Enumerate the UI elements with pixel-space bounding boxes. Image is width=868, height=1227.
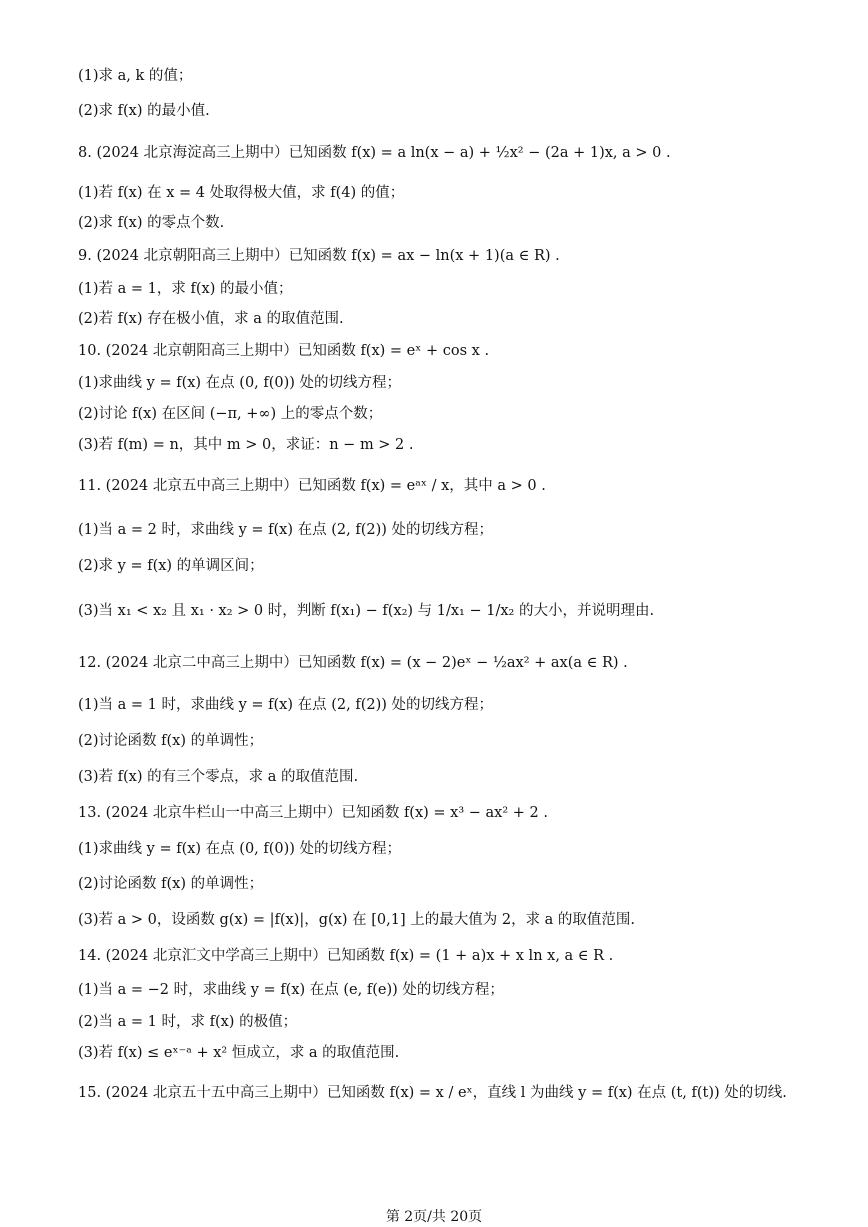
text-line: (1)求曲线 y = f(x) 在点 (0, f(0)) 处的切线方程； [78,841,402,857]
text-line: (2)当 a = 1 时，求 f(x) 的极值； [78,1014,298,1030]
page-footer: 第 2页/共 20页 [385,1209,483,1225]
text-line: (3)若 f(m) = n，其中 m > 0，求证：n − m > 2 . [78,437,414,453]
text-line: (3)若 f(x) 的有三个零点，求 a 的取值范围. [78,769,359,785]
text-line: (1)若 a = 1，求 f(x) 的最小值； [78,281,293,297]
problem-9-title: 9. (2024 北京朝阳高三上期中）已知函数 f(x) = ax − ln(x + 1)(a ∈ R) . [78,248,560,264]
text-line: (3)若 f(x) ≤ eˣ⁻ᵃ + x² 恒成立，求 a 的取值范围. [78,1045,400,1061]
text-line: (2)讨论函数 f(x) 的单调性； [78,733,264,749]
text-line: (3)当 x₁ < x₂ 且 x₁ · x₂ > 0 时，判断 f(x₁) − f(x₂) 与 1/x₁ − 1/x₂ 的大小，并说明理由. [78,603,655,619]
problem-11-title: 11. (2024 北京五中高三上期中）已知函数 f(x) = eᵃˣ / x，其中 a > 0 . [78,478,546,494]
text-line: (1)若 f(x) 在 x = 4 处取得极大值，求 f(4) 的值； [78,185,405,201]
text-line: (2)求 f(x) 的最小值. [78,103,210,119]
text-line: (1)当 a = 2 时，求曲线 y = f(x) 在点 (2, f(2)) 处的切线方程； [78,522,494,538]
text-line: (1)求曲线 y = f(x) 在点 (0, f(0)) 处的切线方程； [78,375,402,391]
problem-8-title: 8. (2024 北京海淀高三上期中）已知函数 f(x) = a ln(x − a) + ½x² − (2a + 1)x, a > 0 . [78,145,671,161]
problem-10-title: 10. (2024 北京朝阳高三上期中）已知函数 f(x) = eˣ + cos x . [78,343,490,359]
text-line: (2)若 f(x) 存在极小值，求 a 的取值范围. [78,311,344,327]
problem-15-title: 15. (2024 北京五十五中高三上期中）已知函数 f(x) = x / eˣ，直线 l 为曲线 y = f(x) 在点 (t, f(t)) 处的切线. [78,1085,787,1101]
text-line: (1)当 a = 1 时，求曲线 y = f(x) 在点 (2, f(2)) 处的切线方程； [78,697,494,713]
text-line: (3)若 a > 0，设函数 g(x) = |f(x)|，g(x) 在 [0,1] 上的最大值为 2，求 a 的取值范围. [78,912,636,928]
text-line: (2)求 f(x) 的零点个数. [78,215,225,231]
text-line: (2)求 y = f(x) 的单调区间； [78,558,264,574]
problem-13-title: 13. (2024 北京牛栏山一中高三上期中）已知函数 f(x) = x³ − ax² + 2 . [78,805,548,821]
problem-14-title: 14. (2024 北京汇文中学高三上期中）已知函数 f(x) = (1 + a)x + x ln x, a ∈ R . [78,948,614,964]
text-line: (2)讨论函数 f(x) 的单调性； [78,876,264,892]
text-line: (2)讨论 f(x) 在区间 (−π, +∞) 上的零点个数； [78,406,383,422]
problem-12-title: 12. (2024 北京二中高三上期中）已知函数 f(x) = (x − 2)eˣ − ½ax² + ax(a ∈ R) . [78,655,628,671]
text-line: (1)当 a = −2 时，求曲线 y = f(x) 在点 (e, f(e)) 处的切线方程； [78,982,504,998]
text-line: (1)求 a, k 的值； [78,68,193,84]
